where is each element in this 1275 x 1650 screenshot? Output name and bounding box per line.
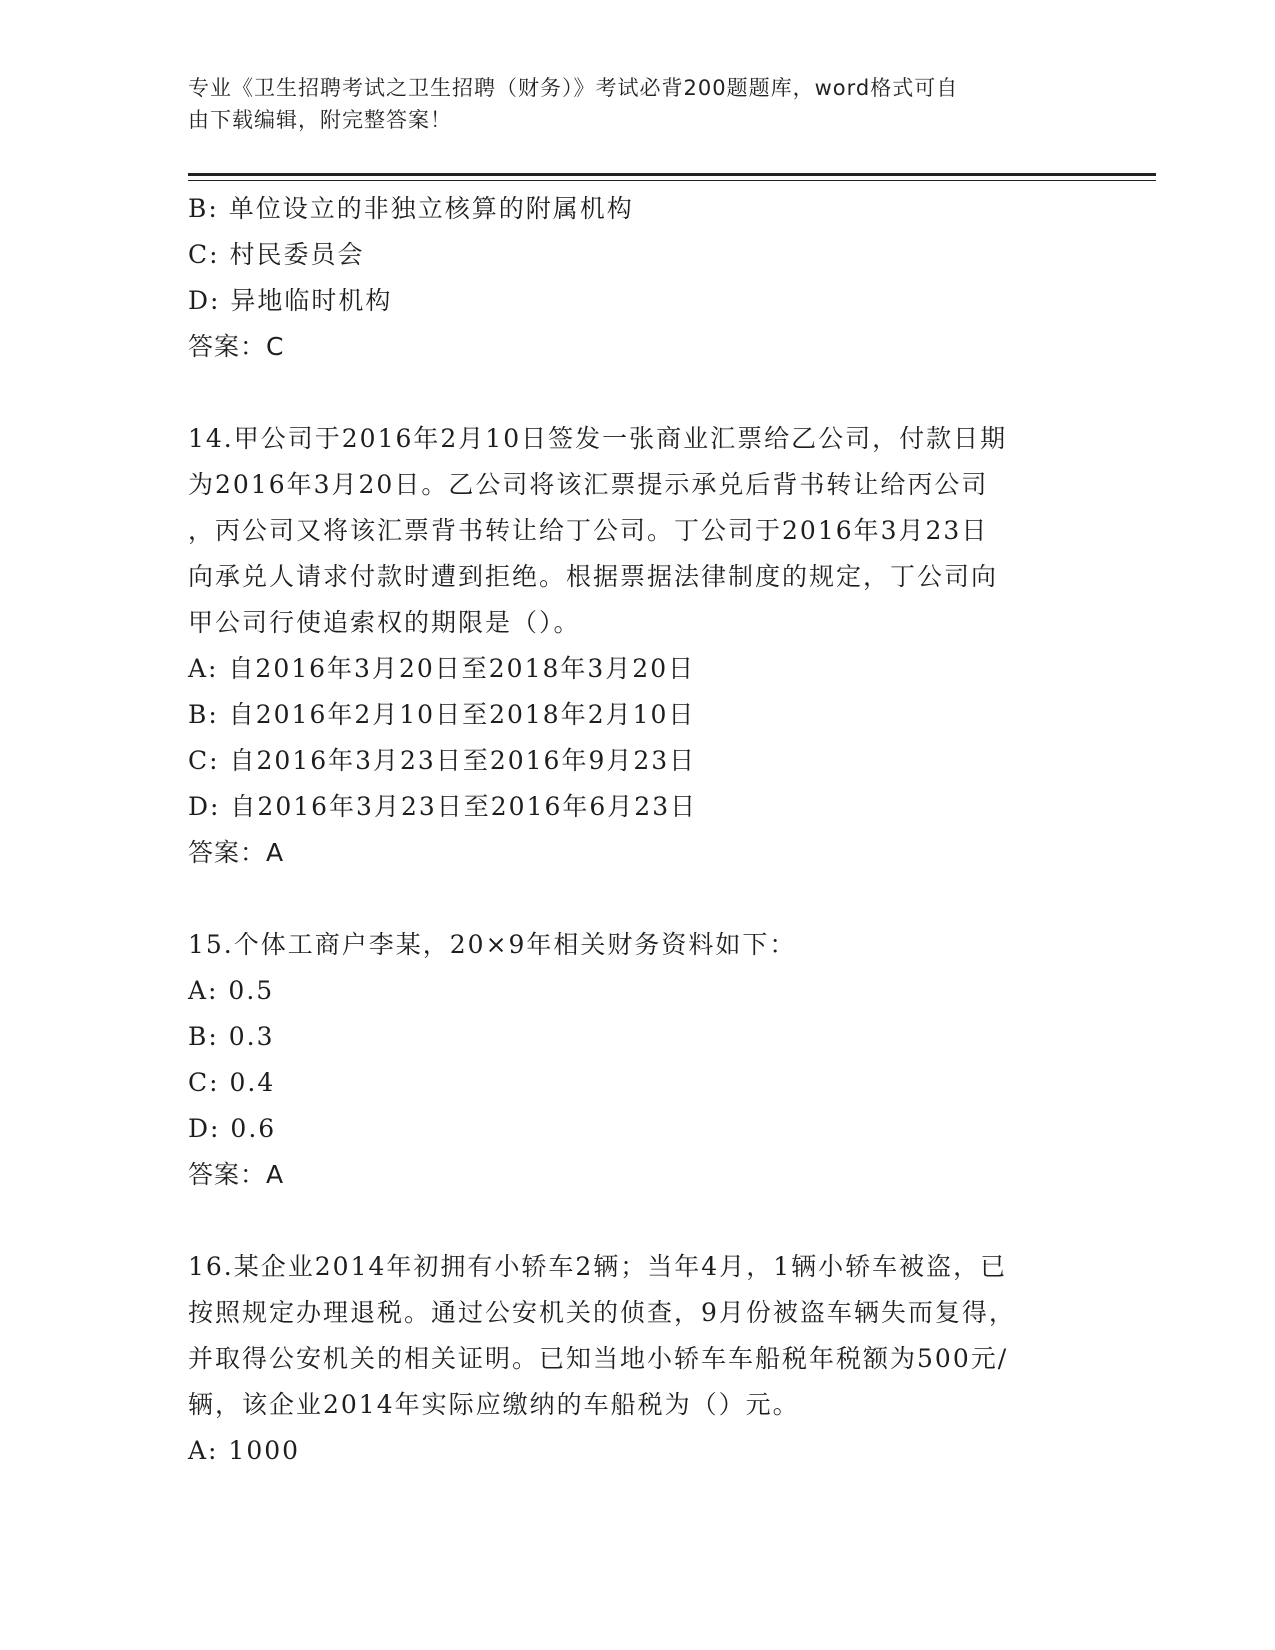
question-stem-line: 向承兑人请求付款时遭到拒绝。根据票据法律制度的规定，丁公司向 xyxy=(188,562,999,591)
header-rule-thick xyxy=(188,173,1156,176)
question-stem-line: 甲公司行使追索权的期限是（）。 xyxy=(188,608,581,637)
option-b: B: 单位设立的非独立核算的附属机构 xyxy=(188,194,634,223)
option-d: D: 0.6 xyxy=(188,1114,277,1143)
spacer xyxy=(188,876,1088,922)
question-stem-line: ，丙公司又将该汇票背书转让给丁公司。丁公司于2016年3月23日 xyxy=(188,516,989,545)
header-line-2: 由下载编辑，附完整答案！ xyxy=(188,108,452,132)
option-c: C: 0.4 xyxy=(188,1068,276,1097)
question-14 xyxy=(188,416,1088,876)
document-body xyxy=(188,186,1088,1474)
option-a: A: 自2016年3月20日至2018年3月20日 xyxy=(188,654,696,683)
spacer xyxy=(188,1198,1088,1244)
option-a: A: 1000 xyxy=(188,1436,301,1465)
question-stem-line: 辆，该企业2014年实际应缴纳的车船税为（）元。 xyxy=(188,1390,800,1419)
option-b: B: 0.3 xyxy=(188,1022,275,1051)
option-b: B: 自2016年2月10日至2018年2月10日 xyxy=(188,700,696,729)
question-stem-line: 为2016年3月20日。乙公司将该汇票提示承兑后背书转让给丙公司 xyxy=(188,470,989,499)
header-line-1: 专业《卫生招聘考试之卫生招聘（财务）》考试必背200题题库，word格式可自 xyxy=(188,76,959,100)
question-16 xyxy=(188,1244,1088,1474)
option-c: C: 村民委员会 xyxy=(188,240,365,269)
option-c: C: 自2016年3月23日至2016年9月23日 xyxy=(188,746,697,775)
option-d: D: 自2016年3月23日至2016年6月23日 xyxy=(188,792,698,821)
document-header xyxy=(188,72,1068,136)
answer: 答案：C xyxy=(188,332,285,361)
spacer xyxy=(188,370,1088,416)
option-a: A: 0.5 xyxy=(188,976,275,1005)
header-rule-thin xyxy=(188,180,1156,181)
question-stem-line: 按照规定办理退税。通过公安机关的侦查，9月份被盗车辆失而复得， xyxy=(188,1298,1016,1327)
question-15 xyxy=(188,922,1088,1198)
question-13 xyxy=(188,186,1088,370)
question-stem-line: 16.某企业2014年初拥有小轿车2辆；当年4月，1辆小轿车被盗，已 xyxy=(188,1252,1008,1281)
question-stem-line: 15.个体工商户李某，20×9年相关财务资料如下： xyxy=(188,930,797,959)
question-stem-line: 14.甲公司于2016年2月10日签发一张商业汇票给乙公司，付款日期 xyxy=(188,424,1008,453)
answer: 答案：A xyxy=(188,1160,285,1189)
option-d: D: 异地临时机构 xyxy=(188,286,393,315)
answer: 答案：A xyxy=(188,838,285,867)
question-stem-line: 并取得公安机关的相关证明。已知当地小轿车车船税年税额为500元/ xyxy=(188,1344,1009,1373)
